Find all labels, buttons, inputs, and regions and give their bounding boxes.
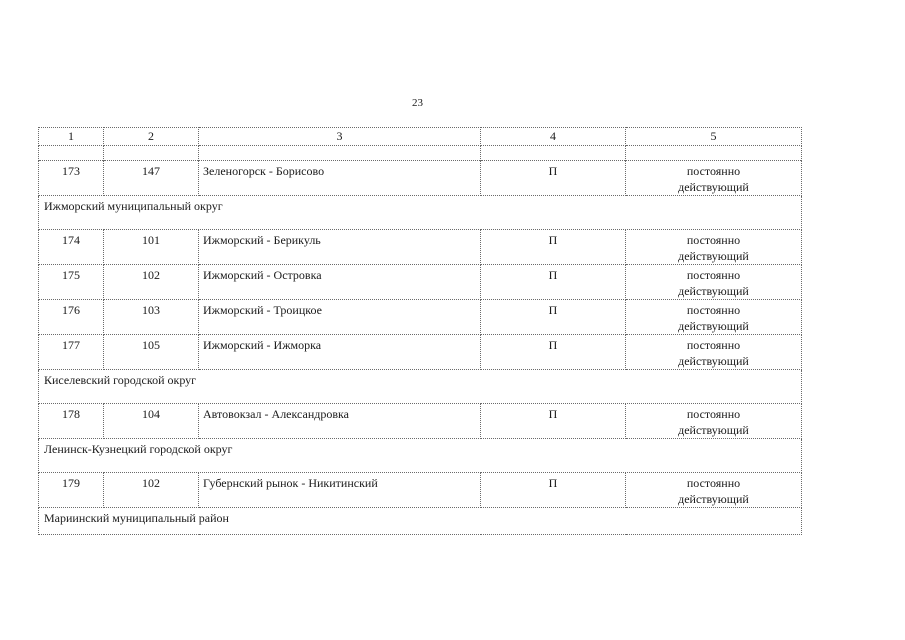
route-type: П: [481, 300, 626, 335]
route-type: П: [481, 473, 626, 508]
route-number: 102: [104, 473, 199, 508]
route-number: 101: [104, 230, 199, 265]
route-type: П: [481, 265, 626, 300]
header-col-5: 5: [626, 128, 802, 146]
route-name: Автовокзал - Александровка: [199, 404, 481, 439]
route-name: Ижморский - Островка: [199, 265, 481, 300]
page-number: 23: [412, 97, 423, 109]
route-status-line-1: постоянно: [686, 338, 741, 352]
header-col-1: 1: [39, 128, 104, 146]
route-status: [626, 161, 802, 196]
spacer-row: [39, 146, 802, 161]
header-col-4: 4: [481, 128, 626, 146]
route-type: П: [481, 404, 626, 439]
route-type: П: [481, 335, 626, 370]
route-number: 147: [104, 161, 199, 196]
group-title: Ленинск-Кузнецкий городской округ: [39, 439, 802, 473]
row-number: 177: [39, 335, 104, 370]
table-row: [39, 265, 802, 300]
route-status-line-2: действующий: [678, 180, 749, 194]
route-name: Ижморский - Троицкое: [199, 300, 481, 335]
route-status-line-1: постоянно: [686, 268, 741, 282]
group-row: [39, 508, 802, 535]
table-row: [39, 404, 802, 439]
route-status: [626, 300, 802, 335]
route-status-line-1: постоянно: [686, 407, 741, 421]
route-status: [626, 473, 802, 508]
row-number: 173: [39, 161, 104, 196]
route-status-line-1: постоянно: [686, 303, 741, 317]
route-status-line-2: действующий: [678, 284, 749, 298]
row-number: 179: [39, 473, 104, 508]
header-col-2: 2: [104, 128, 199, 146]
group-row: [39, 439, 802, 473]
route-number: 103: [104, 300, 199, 335]
route-name: Губернский рынок - Никитинский: [199, 473, 481, 508]
route-status-line-2: действующий: [678, 319, 749, 333]
table-row: [39, 473, 802, 508]
table-row: [39, 230, 802, 265]
row-number: 176: [39, 300, 104, 335]
group-row: [39, 370, 802, 404]
route-status-line-1: постоянно: [686, 476, 741, 490]
table-header-row: [39, 128, 802, 146]
route-number: 104: [104, 404, 199, 439]
group-title: Ижморский муниципальный округ: [39, 196, 802, 230]
route-status: [626, 230, 802, 265]
route-status: [626, 265, 802, 300]
route-status: [626, 335, 802, 370]
route-status-line-2: действующий: [678, 492, 749, 506]
row-number: 178: [39, 404, 104, 439]
route-type: П: [481, 161, 626, 196]
table-row: [39, 335, 802, 370]
route-status-line-1: постоянно: [686, 164, 741, 178]
route-status-line-2: действующий: [678, 354, 749, 368]
route-number: 105: [104, 335, 199, 370]
group-title: Киселевский городской округ: [39, 370, 802, 404]
header-col-3: 3: [199, 128, 481, 146]
row-number: 175: [39, 265, 104, 300]
group-title: Мариинский муниципальный район: [39, 508, 802, 535]
routes-table-body: [39, 128, 802, 535]
group-row: [39, 196, 802, 230]
route-name: Ижморский - Берикуль: [199, 230, 481, 265]
route-status-line-1: постоянно: [686, 233, 741, 247]
route-name: Зеленогорск - Борисово: [199, 161, 481, 196]
route-status-line-2: действующий: [678, 249, 749, 263]
row-number: 174: [39, 230, 104, 265]
route-status-line-2: действующий: [678, 423, 749, 437]
table-row: [39, 161, 802, 196]
route-number: 102: [104, 265, 199, 300]
route-type: П: [481, 230, 626, 265]
routes-table: [38, 127, 802, 535]
route-name: Ижморский - Ижморка: [199, 335, 481, 370]
route-status: [626, 404, 802, 439]
table-row: [39, 300, 802, 335]
